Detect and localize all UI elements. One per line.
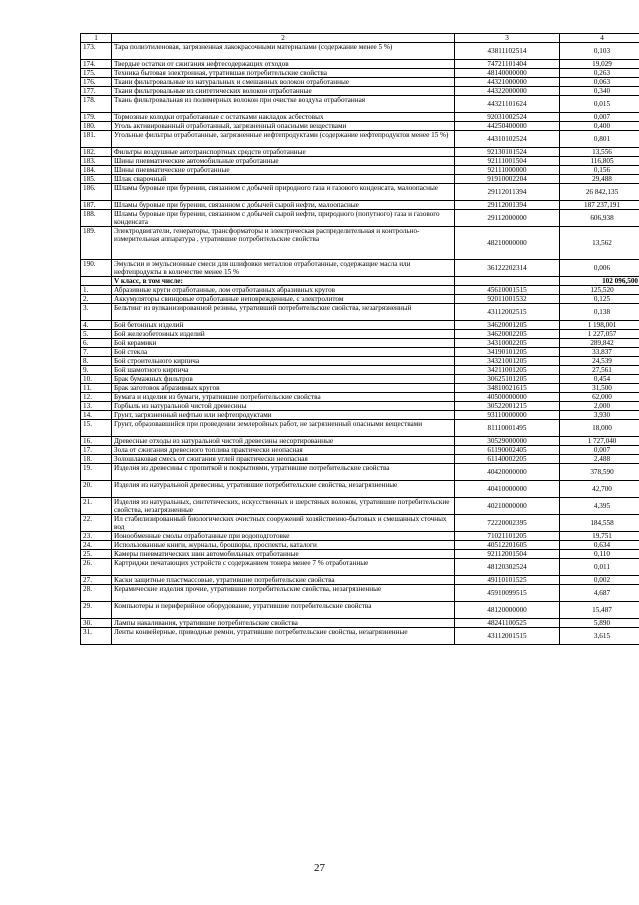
quantity: 0,454: [560, 375, 639, 384]
table-row: [81, 286, 639, 295]
quantity: 13,556: [560, 148, 639, 157]
quantity: 42,700: [560, 481, 639, 498]
table-row: [81, 532, 639, 541]
row-number: 182.: [81, 148, 112, 157]
row-number: 18.: [81, 455, 112, 464]
table-row: [81, 227, 639, 260]
table-row: [81, 559, 639, 576]
quantity: 1 727,040: [560, 437, 639, 446]
waste-name: V класс, в том числе:: [112, 277, 455, 286]
quantity: 606,938: [560, 210, 639, 227]
quantity: 0,138: [560, 304, 639, 321]
fkko-code: 92011001532: [455, 295, 560, 304]
fkko-code: 61190002405: [455, 446, 560, 455]
waste-name: Фильтры воздушные автотранспортных средств отработанные: [112, 148, 455, 157]
table-row: [81, 366, 639, 375]
table-row: [81, 260, 639, 277]
waste-name: Камеры пневматических шин автомобильных отработанные: [112, 550, 455, 559]
fkko-code: 29112011394: [455, 184, 560, 201]
table-row: [81, 69, 639, 78]
table-row: [81, 321, 639, 330]
waste-name: Ленты конвейерные, приводные ремни, утратившие потребительские свойства, незагрязненные: [112, 628, 455, 645]
table-row: [81, 402, 639, 411]
quantity: 0,015: [560, 96, 639, 113]
quantity: 0,011: [560, 559, 639, 576]
quantity: 5,890: [560, 619, 639, 628]
waste-name: Грунт, загрязненный нефтью или нефтепродуктами: [112, 411, 455, 420]
waste-name: Лампы накаливания, утратившие потребительские свойства: [112, 619, 455, 628]
table-row: [81, 131, 639, 148]
waste-name: Керамические изделия прочие, утратившие потребительские свойства, незагрязненные: [112, 585, 455, 602]
table-row: [81, 619, 639, 628]
table-row: [81, 515, 639, 532]
table-body: [81, 34, 639, 645]
table-row: [81, 122, 639, 131]
quantity: 2,000: [560, 402, 639, 411]
waste-name: Картриджи печатающих устройств с содержанием тонера менее 7 % отработанные: [112, 559, 455, 576]
quantity: 2,488: [560, 455, 639, 464]
row-number: 4.: [81, 321, 112, 330]
fkko-code: 30529000000: [455, 437, 560, 446]
row-number: 19.: [81, 464, 112, 481]
table-row: [81, 384, 639, 393]
header-cell: 2: [112, 34, 455, 43]
waste-name: Ткани фильтровальные из натуральных и смешанных волокон отработанные: [112, 78, 455, 87]
fkko-code: 34211001205: [455, 366, 560, 375]
quantity: 19,751: [560, 532, 639, 541]
fkko-code: 48120000000: [455, 602, 560, 619]
table-row: [81, 201, 639, 210]
quantity: 13,562: [560, 227, 639, 260]
table-row: [81, 464, 639, 481]
waste-name: Бумага и изделия из бумаги, утратившие потребительские свойства: [112, 393, 455, 402]
fkko-code: 71021101205: [455, 532, 560, 541]
row-number: 186.: [81, 184, 112, 201]
quantity: 0,400: [560, 122, 639, 131]
waste-name: Техника бытовая электронная, утратившая потребительские свойства: [112, 69, 455, 78]
quantity: 0,340: [560, 87, 639, 96]
quantity: 187 237,191: [560, 201, 639, 210]
row-number: 14.: [81, 411, 112, 420]
quantity: 24,539: [560, 357, 639, 366]
row-number: 2.: [81, 295, 112, 304]
waste-name: Эмульсии и эмульсионные смеси для шлифовки металлов отработанные, содержащие масла или нефтепродукты в количестве менее 15 %: [112, 260, 455, 277]
waste-name: Грунт, образовавшийся при проведении землеройных работ, не загрязненный опасными веществами: [112, 420, 455, 437]
waste-name: Бой шамотного кирпича: [112, 366, 455, 375]
row-number: 176.: [81, 78, 112, 87]
quantity: 27,561: [560, 366, 639, 375]
row-number: 175.: [81, 69, 112, 78]
fkko-code: 81110001495: [455, 420, 560, 437]
quantity: 0,007: [560, 446, 639, 455]
fkko-code: 29112001394: [455, 201, 560, 210]
fkko-code: 34620002205: [455, 330, 560, 339]
fkko-code: 44322000000: [455, 87, 560, 96]
waste-name: Бой бетонных изделий: [112, 321, 455, 330]
row-number: 30.: [81, 619, 112, 628]
row-number: 5.: [81, 330, 112, 339]
waste-name: Тара полиэтиленовая, загрязненная лакокрасочными материалами (содержание менее 5 %): [112, 43, 455, 60]
table-row: [81, 411, 639, 420]
waste-name: Зола от сжигания древесного топлива практически неопасная: [112, 446, 455, 455]
waste-name: Ткань фильтровальная из полимерных волокон при очистке воздуха отработанная: [112, 96, 455, 113]
quantity: 0,006: [560, 260, 639, 277]
table-row: [81, 437, 639, 446]
class-summary-row: [81, 277, 639, 286]
quantity: 0,801: [560, 131, 639, 148]
row-number: 189.: [81, 227, 112, 260]
fkko-code: [455, 277, 560, 286]
fkko-code: 43811102514: [455, 43, 560, 60]
quantity: 1 227,057: [560, 330, 639, 339]
waste-name: Изделия из натуральной древесины, утратившие потребительские свойства, незагрязненные: [112, 481, 455, 498]
waste-name: Золошлаковая смесь от сжигания углей практически неопасная: [112, 455, 455, 464]
quantity: 29,488: [560, 175, 639, 184]
document-page: [80, 33, 638, 645]
waste-name: Бельтинг из вулканизированной резины, утративший потребительские свойства, незагрязненный: [112, 304, 455, 321]
waste-name: Бой керамики: [112, 339, 455, 348]
fkko-code: 48241100525: [455, 619, 560, 628]
table-row: [81, 148, 639, 157]
waste-name: Брак заготовок абразивных кругов: [112, 384, 455, 393]
fkko-code: 44310102524: [455, 131, 560, 148]
table-row: [81, 585, 639, 602]
row-number: 177.: [81, 87, 112, 96]
fkko-code: 40500000000: [455, 393, 560, 402]
quantity: 0,063: [560, 78, 639, 87]
fkko-code: 40210000000: [455, 498, 560, 515]
row-number: 181.: [81, 131, 112, 148]
fkko-code: 72220002395: [455, 515, 560, 532]
fkko-code: 92111000000: [455, 166, 560, 175]
waste-name: Древесные отходы из натуральной чистой древесины несортированные: [112, 437, 455, 446]
table-row: [81, 541, 639, 550]
waste-name: Электродвигатели, генераторы, трансформаторы и электрическая распределительная и контрольно-измерительная аппаратура , утратившие потребительские свойства: [112, 227, 455, 260]
fkko-code: 34321001205: [455, 357, 560, 366]
fkko-code: 40420000000: [455, 464, 560, 481]
quantity: 125,520: [560, 286, 639, 295]
fkko-code: 36122202314: [455, 260, 560, 277]
quantity: 33,837: [560, 348, 639, 357]
row-number: 180.: [81, 122, 112, 131]
waste-name: Твердые остатки от сжигания нефтесодержащих отходов: [112, 60, 455, 69]
fkko-code: 91910002204: [455, 175, 560, 184]
waste-name: Угольные фильтры отработанные, загрязненные нефтепродуктами (содержание нефтепродуктов менее 15 %): [112, 131, 455, 148]
fkko-code: 74721101404: [455, 60, 560, 69]
table-row: [81, 330, 639, 339]
row-number: 187.: [81, 201, 112, 210]
row-number: 23.: [81, 532, 112, 541]
row-number: 27.: [81, 576, 112, 585]
table-row: [81, 166, 639, 175]
waste-name: Ионообменные смолы отработанные при водоподготовке: [112, 532, 455, 541]
quantity: 0,156: [560, 166, 639, 175]
fkko-code: 48140000000: [455, 69, 560, 78]
fkko-code: 48210000000: [455, 227, 560, 260]
quantity: 19,029: [560, 60, 639, 69]
waste-name: Ткани фильтровальные из синтетических волокон отработанные: [112, 87, 455, 96]
row-number: 13.: [81, 402, 112, 411]
row-number: [81, 277, 112, 286]
row-number: 6.: [81, 339, 112, 348]
fkko-code: 61140002205: [455, 455, 560, 464]
row-number: 8.: [81, 357, 112, 366]
quantity: 3,930: [560, 411, 639, 420]
row-number: 178.: [81, 96, 112, 113]
table-row: [81, 576, 639, 585]
waste-name: Шламы буровые при бурении, связанном с добычей сырой нефти, природного (попутного) газа и газового конденсата: [112, 210, 455, 227]
table-row: [81, 446, 639, 455]
header-cell: 3: [455, 34, 560, 43]
quantity: 289,842: [560, 339, 639, 348]
waste-name: Шины пневматические автомобильные отработанные: [112, 157, 455, 166]
fkko-code: 44321101624: [455, 96, 560, 113]
table-row: [81, 393, 639, 402]
row-number: 22.: [81, 515, 112, 532]
table-row: [81, 550, 639, 559]
table-row: [81, 375, 639, 384]
table-row: [81, 357, 639, 366]
fkko-code: 30522001215: [455, 402, 560, 411]
fkko-code: 40512201605: [455, 541, 560, 550]
quantity: 0,007: [560, 113, 639, 122]
fkko-code: 34810021615: [455, 384, 560, 393]
row-number: 25.: [81, 550, 112, 559]
row-number: 179.: [81, 113, 112, 122]
waste-name: Шламы буровые при бурении, связанном с добычей природного газа и газового конденсата, малоопасные: [112, 184, 455, 201]
waste-name: Брак бумажных фильтров: [112, 375, 455, 384]
table-row: [81, 628, 639, 645]
fkko-code: 92031002524: [455, 113, 560, 122]
row-number: 15.: [81, 420, 112, 437]
row-number: 16.: [81, 437, 112, 446]
quantity: 0,634: [560, 541, 639, 550]
quantity: 184,558: [560, 515, 639, 532]
fkko-code: 30625101205: [455, 375, 560, 384]
waste-name: Шламы буровые при бурении, связанном с добычей сырой нефти, малоопасные: [112, 201, 455, 210]
row-number: 26.: [81, 559, 112, 576]
table-row: [81, 43, 639, 60]
table-row: [81, 348, 639, 357]
fkko-code: 45910099515: [455, 585, 560, 602]
row-number: 29.: [81, 602, 112, 619]
waste-name: Бой строительного кирпича: [112, 357, 455, 366]
fkko-code: 34310002205: [455, 339, 560, 348]
header-cell: 1: [81, 34, 112, 43]
waste-name: Каски защитные пластмассовые, утратившие потребительские свойства: [112, 576, 455, 585]
fkko-code: 48120302524: [455, 559, 560, 576]
waste-name: Ил стабилизированный биологических очистных сооружений хозяйственно-бытовых и смешанных сточных вод: [112, 515, 455, 532]
waste-name: Тормозные колодки отработанные с остатками накладок асбестовых: [112, 113, 455, 122]
row-number: 188.: [81, 210, 112, 227]
table-row: [81, 210, 639, 227]
page-number: 27: [314, 862, 325, 874]
row-number: 28.: [81, 585, 112, 602]
row-number: 184.: [81, 166, 112, 175]
table-row: [81, 175, 639, 184]
row-number: 190.: [81, 260, 112, 277]
fkko-code: 92111001504: [455, 157, 560, 166]
row-number: 12.: [81, 393, 112, 402]
fkko-code: 92130101524: [455, 148, 560, 157]
quantity: 15,487: [560, 602, 639, 619]
quantity: 0,103: [560, 43, 639, 60]
waste-name: Бой железобетонных изделий: [112, 330, 455, 339]
table-row: [81, 78, 639, 87]
quantity: 116,805: [560, 157, 639, 166]
waste-name: Бой стекла: [112, 348, 455, 357]
quantity: 31,500: [560, 384, 639, 393]
table-row: [81, 96, 639, 113]
row-number: 1.: [81, 286, 112, 295]
quantity: 0,002: [560, 576, 639, 585]
waste-name: Аккумуляторы свинцовые отработанные неповрежденные, с электролитом: [112, 295, 455, 304]
row-number: 174.: [81, 60, 112, 69]
row-number: 21.: [81, 498, 112, 515]
waste-name: Изделия из древесины с пропиткой и покрытиями, утратившие потребительские свойства: [112, 464, 455, 481]
fkko-code: 93110000000: [455, 411, 560, 420]
row-number: 9.: [81, 366, 112, 375]
table-row: [81, 481, 639, 498]
quantity: 1 198,001: [560, 321, 639, 330]
quantity: 3,615: [560, 628, 639, 645]
waste-name: Уголь активированный отработанный, загрязненный опасными веществами: [112, 122, 455, 131]
quantity: 0,263: [560, 69, 639, 78]
table-row: [81, 157, 639, 166]
row-number: 7.: [81, 348, 112, 357]
quantity: 378,590: [560, 464, 639, 481]
quantity: 18,000: [560, 420, 639, 437]
fkko-code: 43112001515: [455, 628, 560, 645]
table-row: [81, 339, 639, 348]
waste-table: [80, 33, 639, 645]
fkko-code: 44250400000: [455, 122, 560, 131]
table-row: [81, 420, 639, 437]
fkko-code: 43112002515: [455, 304, 560, 321]
waste-name: Компьютеры и периферийное оборудование, утратившие потребительские свойства: [112, 602, 455, 619]
quantity: 102 096,500: [560, 277, 639, 286]
table-row: [81, 87, 639, 96]
quantity: 62,000: [560, 393, 639, 402]
fkko-code: 29112000000: [455, 210, 560, 227]
fkko-code: 44321000000: [455, 78, 560, 87]
waste-name: Использованные книги, журналы, брошюры, проспекты, каталоги: [112, 541, 455, 550]
table-row: [81, 184, 639, 201]
fkko-code: 34190101205: [455, 348, 560, 357]
quantity: 26 842,135: [560, 184, 639, 201]
table-row: [81, 455, 639, 464]
table-row: [81, 113, 639, 122]
quantity: 0,125: [560, 295, 639, 304]
quantity: 4,395: [560, 498, 639, 515]
header-row: [81, 34, 639, 43]
fkko-code: 45610001515: [455, 286, 560, 295]
fkko-code: 49110101525: [455, 576, 560, 585]
row-number: 173.: [81, 43, 112, 60]
fkko-code: 40410000000: [455, 481, 560, 498]
table-row: [81, 304, 639, 321]
waste-name: Шлак сварочный: [112, 175, 455, 184]
quantity: 4,687: [560, 585, 639, 602]
waste-name: Абразивные круги отработанные, лом отработанных абразивных кругов: [112, 286, 455, 295]
table-row: [81, 602, 639, 619]
table-row: [81, 60, 639, 69]
row-number: 3.: [81, 304, 112, 321]
row-number: 20.: [81, 481, 112, 498]
row-number: 185.: [81, 175, 112, 184]
header-cell: 4: [560, 34, 639, 43]
row-number: 11.: [81, 384, 112, 393]
waste-name: Горбыль из натуральной чистой древесины: [112, 402, 455, 411]
waste-name: Изделия из натуральных, синтетических, искусственных и шерстяных волокон, утратившие потребительские свойства, незагрязненные: [112, 498, 455, 515]
row-number: 31.: [81, 628, 112, 645]
row-number: 24.: [81, 541, 112, 550]
row-number: 183.: [81, 157, 112, 166]
fkko-code: 92112001504: [455, 550, 560, 559]
waste-name: Шины пневматические отработанные: [112, 166, 455, 175]
row-number: 17.: [81, 446, 112, 455]
fkko-code: 34620001205: [455, 321, 560, 330]
quantity: 0,110: [560, 550, 639, 559]
table-row: [81, 498, 639, 515]
table-row: [81, 295, 639, 304]
row-number: 10.: [81, 375, 112, 384]
